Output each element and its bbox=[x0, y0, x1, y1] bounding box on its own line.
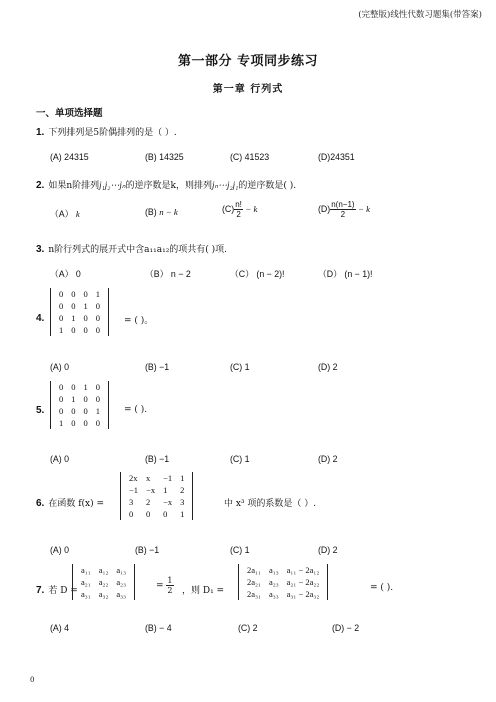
matrix-cell: 2 bbox=[146, 497, 151, 507]
question-text: 的逆序数是( ). bbox=[238, 181, 297, 191]
question-1 bbox=[36, 125, 177, 138]
matrix-cell: 0 bbox=[71, 382, 76, 392]
question-7-tail: = ( ). bbox=[370, 583, 394, 593]
matrix-row bbox=[243, 564, 323, 576]
matrix-cell: −x bbox=[146, 485, 156, 495]
matrix-row bbox=[55, 393, 104, 405]
option-a: （A） 0 bbox=[50, 269, 81, 279]
question-4-number: 4. bbox=[36, 313, 45, 324]
option-d: (D) 2 bbox=[318, 362, 338, 372]
matrix-cell: 2a₃₁ bbox=[247, 589, 261, 599]
matrix-cell: 0 bbox=[59, 289, 64, 299]
determinant-q6 bbox=[120, 472, 193, 520]
question-4-tail: = ( )。 bbox=[124, 316, 154, 326]
option-c: (C) $\frac{n!}{2}$ − k bbox=[222, 200, 258, 219]
matrix-cell: 0 bbox=[163, 509, 168, 519]
question-2 bbox=[36, 178, 296, 191]
matrix-cell: 2a₁₁ bbox=[247, 565, 261, 575]
matrix-cell: a₃₁ − 2a₃₂ bbox=[286, 589, 320, 599]
option-b: (B) −1 bbox=[135, 545, 160, 555]
matrix-row bbox=[125, 496, 188, 508]
matrix-cell: 0 bbox=[71, 301, 76, 311]
matrix-cell: 0 bbox=[71, 325, 76, 335]
matrix-cell: a₃₁ bbox=[81, 589, 91, 599]
matrix-cell: 1 bbox=[180, 509, 185, 519]
question-text: n阶行列式的展开式中含a₁₁a₁₂的项共有( )项. bbox=[48, 245, 228, 255]
matrix-cell: a₁₁ bbox=[81, 565, 91, 575]
option-a: (A) 0 bbox=[50, 545, 70, 555]
option-a: （A） k bbox=[50, 209, 80, 219]
matrix-row bbox=[55, 324, 104, 336]
determinant-q4 bbox=[50, 288, 109, 336]
matrix-cell: 0 bbox=[95, 301, 100, 311]
matrix-cell: a₁₂ bbox=[98, 565, 109, 575]
option-a: (A) 24315 bbox=[50, 152, 89, 162]
matrix-cell: 3 bbox=[129, 497, 134, 507]
question-6: 6. 在函数 f(x) = bbox=[36, 498, 105, 509]
question-number: 1. bbox=[36, 127, 45, 138]
option-c: (C) 41523 bbox=[230, 152, 270, 162]
matrix-cell: 1 bbox=[83, 382, 88, 392]
question-text: 的逆序数是k，则排列 bbox=[125, 181, 212, 191]
question-5-number: 5. bbox=[36, 405, 45, 416]
chapter-title: 第一章 行列式 bbox=[212, 84, 284, 95]
page-number: 0 bbox=[30, 676, 35, 684]
option-c: （C） (n − 2)! bbox=[230, 269, 285, 279]
option-d: (D) − 2 bbox=[332, 623, 360, 633]
matrix-cell: a₂₁ − 2a₂₂ bbox=[286, 577, 320, 587]
matrix-cell: 0 bbox=[59, 406, 64, 416]
matrix-row bbox=[125, 472, 188, 484]
matrix-cell: a₃₂ bbox=[98, 589, 109, 599]
matrix-cell: 0 bbox=[59, 301, 64, 311]
option-c: (C) 2 bbox=[238, 623, 258, 633]
matrix-cell: 0 bbox=[59, 313, 64, 323]
matrix-row bbox=[55, 381, 104, 393]
question-7: 7. 若 D = bbox=[36, 585, 78, 596]
matrix-cell: 1 bbox=[59, 418, 64, 428]
option-b: (B) −1 bbox=[145, 454, 170, 464]
matrix-cell: 0 bbox=[59, 394, 64, 404]
matrix-cell: 2x bbox=[129, 473, 138, 483]
option-c: (C) 1 bbox=[230, 545, 250, 555]
matrix-cell: x bbox=[146, 473, 151, 483]
matrix-cell: 0 bbox=[71, 289, 76, 299]
matrix-cell: 3 bbox=[180, 497, 185, 507]
determinant-q5 bbox=[50, 381, 109, 429]
matrix-cell: 1 bbox=[71, 394, 76, 404]
permutation-symbol: j₁j₂⋯jₙ bbox=[99, 180, 126, 190]
matrix-cell: 1 bbox=[71, 313, 76, 323]
matrix-cell: a₃₃ bbox=[116, 589, 127, 599]
matrix-cell: 0 bbox=[83, 313, 88, 323]
matrix-cell: 0 bbox=[83, 325, 88, 335]
matrix-row bbox=[55, 288, 104, 300]
matrix-cell: 1 bbox=[95, 406, 100, 416]
matrix-cell: 0 bbox=[83, 406, 88, 416]
matrix-row bbox=[77, 576, 130, 588]
matrix-cell: 0 bbox=[129, 509, 134, 519]
running-header: (完整版)线性代数习题集(带答案) bbox=[358, 10, 482, 20]
option-a: (A) 0 bbox=[50, 454, 70, 464]
question-number: 2. bbox=[36, 180, 45, 191]
option-c: (C) 1 bbox=[230, 454, 250, 464]
matrix-cell: a₂₁ bbox=[81, 577, 91, 587]
matrix-cell: −1 bbox=[129, 485, 139, 495]
section-heading: 一、单项选择题 bbox=[36, 108, 103, 119]
matrix-row bbox=[55, 312, 104, 324]
matrix-cell: 0 bbox=[71, 418, 76, 428]
matrix-cell: 0 bbox=[59, 382, 64, 392]
matrix-cell: 0 bbox=[95, 313, 100, 323]
option-d: (D) 2 bbox=[318, 454, 338, 464]
matrix-row bbox=[125, 508, 188, 520]
matrix-cell: a₁₁ − 2a₁₂ bbox=[286, 565, 320, 575]
matrix-row bbox=[243, 576, 323, 588]
question-5-tail: = ( ). bbox=[124, 405, 148, 415]
question-number: 3. bbox=[36, 244, 45, 255]
option-b: (B) n − k bbox=[145, 207, 178, 217]
option-b: (B) 14325 bbox=[145, 152, 184, 162]
matrix-row bbox=[243, 588, 323, 600]
matrix-cell: 0 bbox=[71, 406, 76, 416]
option-b: （B） n − 2 bbox=[145, 269, 191, 279]
matrix-cell: 1 bbox=[180, 473, 185, 483]
matrix-cell: a₂₃ bbox=[116, 577, 127, 587]
matrix-row bbox=[77, 564, 130, 576]
option-d: (D)24351 bbox=[318, 152, 355, 162]
question-3 bbox=[36, 242, 227, 255]
question-6-tail: 中 x³ 项的系数是（ ）. bbox=[224, 499, 317, 509]
matrix-cell: a₂₂ bbox=[98, 577, 109, 587]
matrix-row bbox=[77, 588, 130, 600]
matrix-cell: a₁₃ bbox=[268, 565, 279, 575]
matrix-cell: a₂₃ bbox=[268, 577, 279, 587]
part-title: 第一部分 专项同步练习 bbox=[177, 54, 319, 69]
determinant-d bbox=[72, 564, 135, 600]
matrix-cell: a₃₃ bbox=[268, 589, 279, 599]
option-c: (C) 1 bbox=[230, 362, 250, 372]
option-d: (D) $\frac{n(n-1)}{2}$ − k bbox=[318, 200, 371, 219]
matrix-cell: 0 bbox=[83, 289, 88, 299]
matrix-cell: 2a₂₁ bbox=[247, 577, 261, 587]
determinant-d1 bbox=[238, 564, 328, 600]
question-text: 下列排列是5阶偶排列的是（ ）. bbox=[48, 128, 177, 138]
question-7-mid: ，则 D₁ = bbox=[182, 586, 225, 596]
question-text: 如果n阶排列 bbox=[48, 181, 100, 191]
matrix-cell: 2 bbox=[180, 485, 185, 495]
option-a: (A) 0 bbox=[50, 362, 70, 372]
option-b: (B) − 4 bbox=[145, 623, 172, 633]
option-a: (A) 4 bbox=[50, 623, 70, 633]
matrix-row bbox=[55, 405, 104, 417]
matrix-row bbox=[55, 300, 104, 312]
half-value: = $\frac{1}{2}$ bbox=[156, 576, 173, 595]
matrix-cell: a₁₃ bbox=[116, 565, 127, 575]
matrix-cell: 1 bbox=[59, 325, 64, 335]
matrix-cell: 0 bbox=[95, 418, 100, 428]
matrix-cell: 0 bbox=[83, 418, 88, 428]
matrix-cell: 1 bbox=[83, 301, 88, 311]
matrix-cell: 1 bbox=[95, 289, 100, 299]
matrix-cell: −1 bbox=[163, 473, 173, 483]
matrix-cell: 0 bbox=[83, 394, 88, 404]
permutation-symbol: jₙ⋯j₂j₁ bbox=[211, 180, 239, 190]
option-b: (B) −1 bbox=[145, 362, 170, 372]
matrix-cell: 1 bbox=[163, 485, 168, 495]
matrix-cell: 0 bbox=[95, 382, 100, 392]
option-d: （D） (n − 1)! bbox=[318, 269, 373, 279]
matrix-row bbox=[125, 484, 188, 496]
matrix-cell: 0 bbox=[95, 325, 100, 335]
option-d: (D) 2 bbox=[318, 545, 338, 555]
matrix-cell: 0 bbox=[146, 509, 151, 519]
matrix-cell: 0 bbox=[95, 394, 100, 404]
matrix-cell: −x bbox=[163, 497, 173, 507]
matrix-row bbox=[55, 417, 104, 429]
